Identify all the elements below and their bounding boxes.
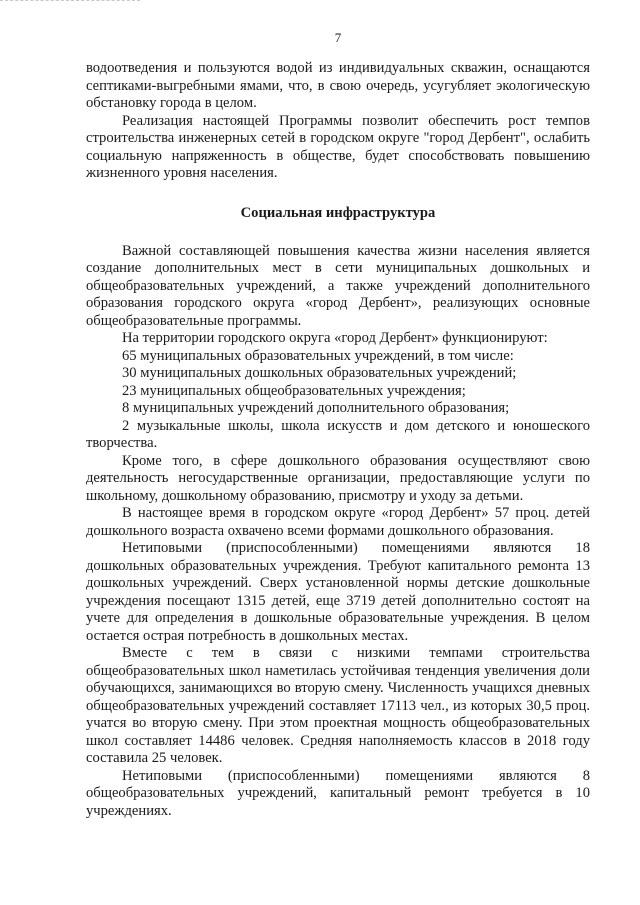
paragraph: водоотведения и пользуются водой из индивидуальных скважин, оснащаются септиками-выгребными ямами, что, в свою очередь, усугубляет экологическую обстановку города в целом. — [86, 60, 590, 111]
list-item: 8 муниципальных учреждений дополнительного образования; — [122, 400, 510, 416]
page-number: 7 — [334, 30, 342, 45]
paragraph: Нетиповыми (приспособленными) помещениями являются 8 общеобразовательных учреждений, капитальный ремонт требуется в 10 учреждениях. — [86, 767, 590, 819]
paragraph: Важной составляющей повышения качества жизни населения является создание дополнительных мест в сети муниципальных дошкольных и общеобразовательных учреждений, а также учреждений дополнительного образования городского округа «город Дербент», реализующих основные общеобразовательные программы. — [86, 242, 590, 329]
list-item: 30 муниципальных дошкольных образовательных учреждений; — [122, 365, 517, 381]
list-item: 65 муниципальных образовательных учреждений, в том числе: — [122, 347, 514, 364]
paragraph: Нетиповыми (приспособленными) помещениями являются 18 дошкольных образовательных учреждения. Требуют капитального ремонта 13 дошкольных учреждений. Сверх установленной нормы детские дошкольные учреждения посещают 1315 детей, еще 3719 детей дополнительно состоят на учете для определения в дошкольные образовательные учреждения. В целом остается острая потребность в дошкольных местах. — [86, 540, 590, 644]
list-item: 2 музыкальные школы, школа искусств и дом детского и юношеского творчества. — [86, 417, 590, 451]
paragraph: Реализация настоящей Программы позволит обеспечить рост темпов строительства инженерных сетей в городском округе "город Дербент", ослабить социальную напряженность в обществе, будет способствовать повышению жизненного уровня населения. — [86, 112, 590, 181]
paragraph: Кроме того, в сфере дошкольного образования осуществляют свою деятельность негосударственные организации, предоставляющие услуги по школьному, дошкольному образованию, присмотру и уходу за детьми. — [86, 452, 590, 504]
paragraph: На территории городского округа «город Дербент» функционируют: — [122, 330, 548, 346]
section-heading: Социальная инфраструктура — [240, 204, 436, 221]
scan-mark — [0, 0, 140, 4]
paragraph: В настоящее время в городском округе «город Дербент» 57 проц. детей дошкольного возраста охвачено всеми формами дошкольного образования. — [86, 505, 590, 539]
paragraph: Вместе с тем в связи с низкими темпами строительства общеобразовательных школ наметилась устойчивая тенденция увеличения доли обучающихся, занимающихся во вторую смену. Численность учащихся дневных общеобразовательных учреждений составляет 17113 чел., из которых 30,5 проц. учатся во вторую смену. При этом проектная мощность общеобразовательных школ составляет 14486 человек. Средняя наполняемость классов в 2018 году составила 25 человек. — [86, 645, 590, 766]
list-item: 23 муниципальных общеобразовательных учреждения; — [122, 382, 466, 399]
